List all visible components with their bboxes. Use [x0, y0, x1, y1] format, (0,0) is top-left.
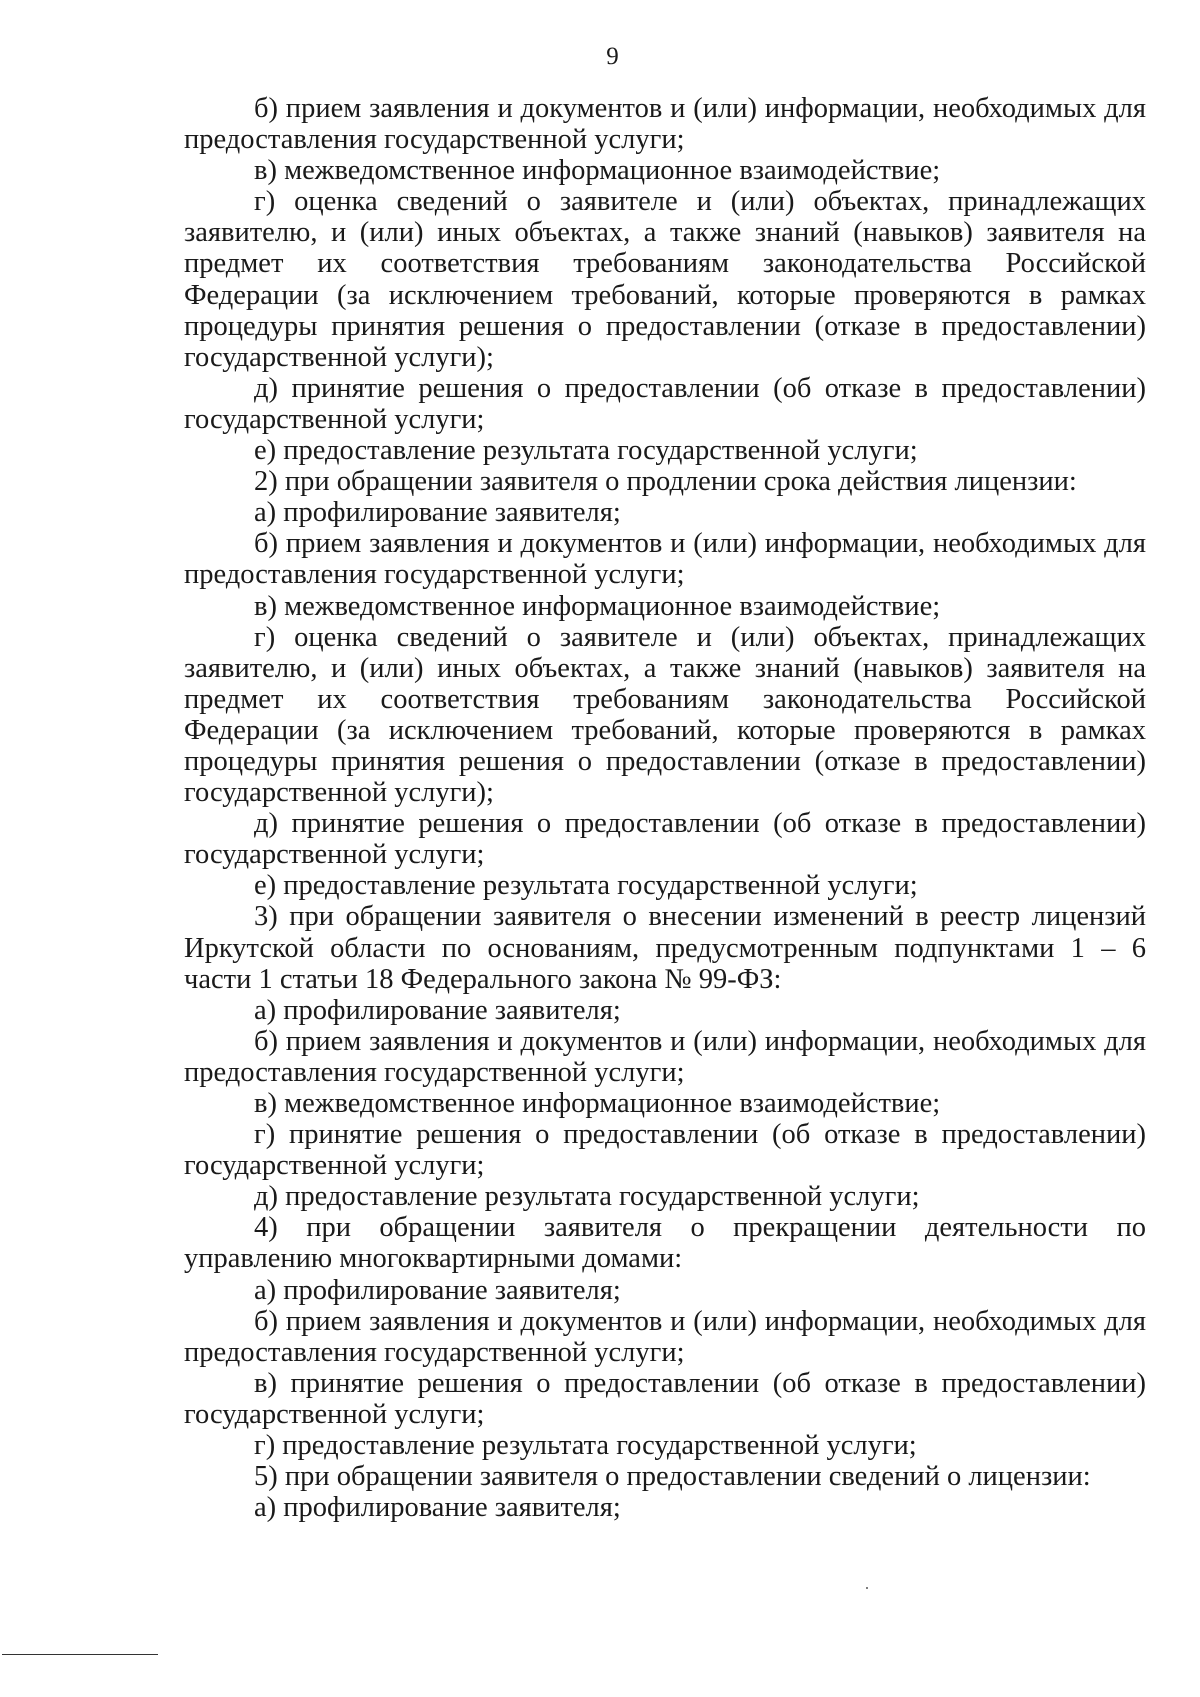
paragraph: 4) при обращении заявителя о прекращении деятельности по управлению многоквартирными домами: — [184, 1212, 1146, 1275]
paragraph: 5) при обращении заявителя о предоставлении сведений о лицензии: — [254, 1461, 1091, 1493]
paragraph: г) оценка сведений о заявителе и (или) объектах, принадлежащих заявителю, и (или) иных объектах, а также знаний (навыков) заявителя на предмет их соответствия требованиям законодательства Российской Федерации (за исключением требований, которые проверяются в рамках процедуры принятия решения о предоставлении (отказе в предоставлении) государственной услуги); — [184, 621, 1146, 809]
paragraph: б) прием заявления и документов и (или) информации, необходимых для предоставления государственной услуги; — [184, 1025, 1146, 1088]
paragraph: е) предоставление результата государственной услуги; — [254, 435, 918, 467]
paragraph: а) профилирование заявителя; — [254, 1492, 621, 1524]
paragraph: д) предоставление результата государственной услуги; — [254, 1181, 920, 1213]
paragraph: а) профилирование заявителя; — [254, 497, 621, 529]
paragraph: а) профилирование заявителя; — [254, 1274, 621, 1306]
paragraph: г) предоставление результата государственной услуги; — [254, 1430, 917, 1462]
document-body — [184, 93, 1146, 1523]
paragraph: д) принятие решения о предоставлении (об отказе в предоставлении) государственной услуги; — [184, 808, 1146, 871]
paragraph: б) прием заявления и документов и (или) информации, необходимых для предоставления государственной услуги; — [184, 93, 1146, 156]
paragraph: е) предоставление результата государственной услуги; — [254, 870, 918, 902]
paragraph: б) прием заявления и документов и (или) информации, необходимых для предоставления государственной услуги; — [184, 1305, 1146, 1368]
paragraph: 2) при обращении заявителя о продлении срока действия лицензии: — [254, 466, 1077, 498]
footnote-rule — [2, 1654, 158, 1655]
paragraph: в) межведомственное информационное взаимодействие; — [254, 590, 941, 622]
paragraph: б) прием заявления и документов и (или) информации, необходимых для предоставления государственной услуги; — [184, 528, 1146, 591]
paragraph: в) межведомственное информационное взаимодействие; — [254, 1088, 941, 1119]
paragraph: д) принятие решения о предоставлении (об отказе в предоставлении) государственной услуги; — [184, 372, 1146, 435]
paragraph: г) оценка сведений о заявителе и (или) объектах, принадлежащих заявителю, и (или) иных объектах, а также знаний (навыков) заявителя на предмет их соответствия требованиям законодательства Российской Федерации (за исключением требований, которые проверяются в рамках процедуры принятия решения о предоставлении (отказе в предоставлении) государственной услуги); — [184, 186, 1146, 373]
paragraph: а) профилирование заявителя; — [254, 994, 621, 1026]
paragraph: в) принятие решения о предоставлении (об отказе в предоставлении) государственной услуги; — [184, 1367, 1146, 1430]
scan-speck — [866, 1587, 868, 1589]
paragraph: в) межведомственное информационное взаимодействие; — [254, 155, 941, 187]
page-number: 9 — [606, 43, 619, 70]
paragraph: г) принятие решения о предоставлении (об отказе в предоставлении) государственной услуги; — [184, 1119, 1146, 1182]
paragraph: 3) при обращении заявителя о внесении изменений в реестр лицензий Иркутской области по основаниям, предусмотренным подпунктами 1 – 6 части 1 статьи 18 Федерального закона № 99-ФЗ: — [184, 901, 1146, 995]
